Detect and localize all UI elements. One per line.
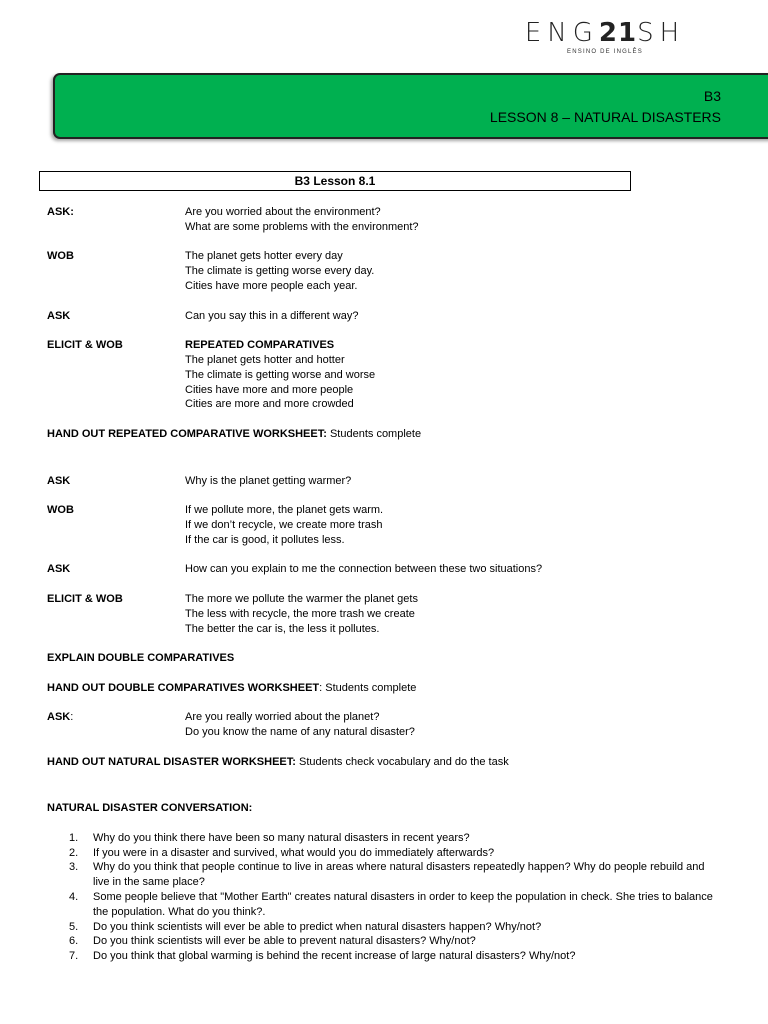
section-line: Cities have more and more people bbox=[185, 383, 354, 396]
list-item: 6. Do you think scientists will ever be able to prevent natural disasters? Why/not? bbox=[69, 935, 476, 948]
section-label: ASK bbox=[47, 563, 71, 576]
list-item: 5. Do you think scientists will ever be able to predict when natural disasters happen? Why/not? bbox=[69, 920, 542, 933]
section-label: WOB bbox=[47, 504, 74, 517]
section-line: The climate is getting worse and worse bbox=[185, 368, 376, 381]
list-item: 2. If you were in a disaster and survived, what would you do immediately afterwards? bbox=[69, 846, 495, 859]
section-line: Cities have more people each year. bbox=[185, 279, 358, 292]
section-ask-3 bbox=[47, 474, 737, 489]
section-line: How can you explain to me the connection between these two situations? bbox=[185, 563, 543, 576]
section-line: The better the car is, the less it pollutes. bbox=[185, 622, 380, 635]
section-line: Why is the planet getting warmer? bbox=[185, 474, 352, 487]
section-label: ELICIT & WOB bbox=[47, 592, 123, 605]
logo-wordmark: ENG21SH bbox=[524, 18, 686, 48]
section-line: If we pollute more, the planet gets warm. bbox=[185, 504, 384, 517]
handout-repeated-comparatives: HAND OUT REPEATED COMPARATIVE WORKSHEET: Students complete bbox=[47, 427, 422, 440]
conversation-questions bbox=[47, 831, 737, 964]
section-line: The less with recycle, the more trash we create bbox=[185, 607, 415, 620]
lesson-title: B3 Lesson 8.1 bbox=[39, 171, 631, 191]
handout-double-comparatives: HAND OUT DOUBLE COMPARATIVES WORKSHEET: Students complete bbox=[47, 681, 417, 694]
section-line: The planet gets hotter and hotter bbox=[185, 353, 345, 366]
list-item: 1. Why do you think there have been so many natural disasters in recent years? bbox=[69, 831, 470, 844]
section-line: Can you say this in a different way? bbox=[185, 309, 359, 322]
banner-lesson-title: LESSON 8 – NATURAL DISASTERS bbox=[489, 109, 721, 125]
section-line: If the car is good, it pollutes less. bbox=[185, 533, 345, 546]
section-label: ELICIT & WOB bbox=[47, 339, 123, 352]
section-ask-1 bbox=[47, 205, 737, 235]
section-line: Do you know the name of any natural disaster? bbox=[185, 726, 415, 739]
section-line: Are you really worried about the planet? bbox=[185, 711, 380, 724]
section-line: If we don’t recycle, we create more trash bbox=[185, 518, 383, 531]
handout-natural-disaster: HAND OUT NATURAL DISASTER WORKSHEET: Students check vocabulary and do the task bbox=[47, 755, 509, 768]
section-label: ASK: bbox=[47, 711, 74, 724]
conversation-heading: NATURAL DISASTER CONVERSATION: bbox=[47, 802, 253, 815]
explain-double-comparatives: EXPLAIN DOUBLE COMPARATIVES bbox=[47, 652, 235, 665]
brand-logo bbox=[520, 18, 690, 55]
section-line: The planet gets hotter every day bbox=[185, 250, 343, 263]
lesson-plan bbox=[47, 205, 737, 964]
section-heading: REPEATED COMPARATIVES bbox=[185, 339, 335, 352]
section-ask-4 bbox=[47, 562, 737, 577]
list-item: 7. Do you think that global warming is behind the recent increase of large natural disasters? Why/not? bbox=[69, 950, 576, 963]
section-elicit-2 bbox=[47, 592, 737, 636]
section-wob-2 bbox=[47, 503, 737, 547]
logo-subtitle: ENSINO DE INGLÊS bbox=[567, 49, 643, 55]
section-line: Cities are more and more crowded bbox=[185, 398, 354, 411]
section-ask-final bbox=[47, 710, 737, 740]
list-item: 3. Why do you think that people continue to live in areas where natural disasters repeatedly happen? Why do people rebuild and live in the same place? bbox=[69, 861, 705, 889]
section-label: ASK: bbox=[47, 206, 74, 218]
section-line: The more we pollute the warmer the planet gets bbox=[185, 592, 418, 605]
section-label: ASK bbox=[47, 309, 71, 322]
section-ask-2 bbox=[47, 309, 737, 324]
section-label: ASK bbox=[47, 474, 71, 487]
banner-level: B3 bbox=[703, 88, 721, 104]
section-elicit-1 bbox=[47, 338, 737, 412]
section-line: What are some problems with the environment? bbox=[185, 220, 419, 233]
section-label: WOB bbox=[47, 250, 74, 263]
section-wob-1 bbox=[47, 249, 737, 293]
section-line: The climate is getting worse every day. bbox=[185, 265, 375, 278]
lesson-banner bbox=[53, 73, 768, 139]
list-item: 4. Some people believe that "Mother Earth" creates natural disasters in order to keep the population in check. She tries to balance the population. What do you think?. bbox=[69, 891, 713, 918]
section-line: Are you worried about the environment? bbox=[185, 206, 381, 218]
